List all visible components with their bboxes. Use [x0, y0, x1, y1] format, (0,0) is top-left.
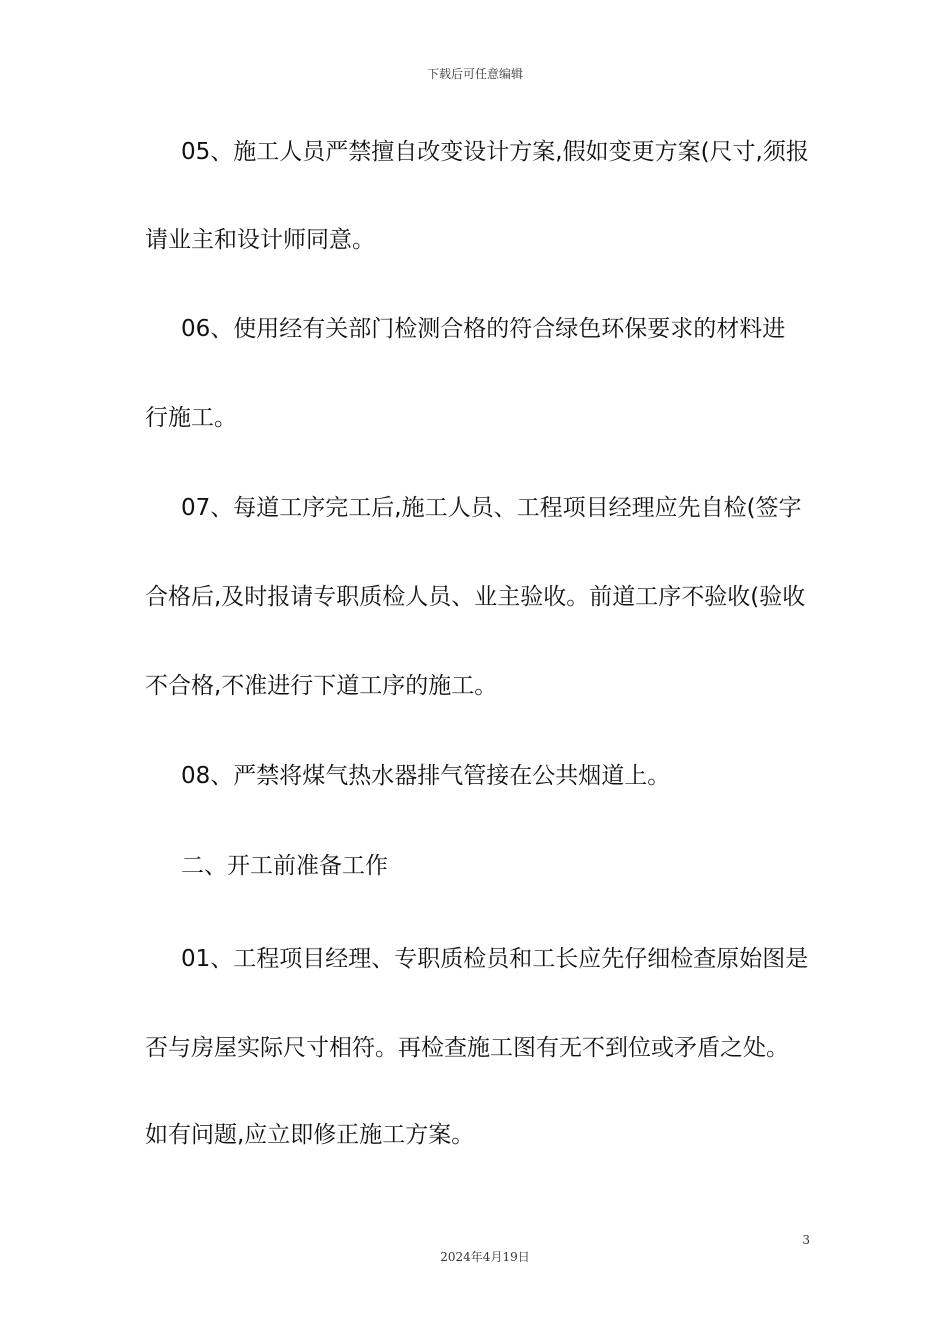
body-line-7: 不合格,不准进行下道工序的施工。: [145, 673, 498, 699]
page-number: 3: [802, 1233, 810, 1247]
page-header: 下载后可任意编辑: [426, 67, 523, 81]
body-line-1: 05、施工人员严禁擅自改变设计方案,假如变更方案(尺寸,须报: [181, 139, 809, 165]
footer-date: 2024年4月19日: [440, 1250, 530, 1264]
body-line-10: 01、工程项目经理、专职质检员和工长应先仔细检查原始图是: [181, 946, 809, 972]
body-line-12: 如有问题,应立即修正施工方案。: [145, 1122, 475, 1148]
body-line-5: 07、每道工序完工后,施工人员、工程项目经理应先自检(签字: [181, 495, 802, 521]
body-line-8: 08、严禁将煤气热水器排气管接在公共烟道上。: [181, 763, 671, 789]
body-line-6: 合格后,及时报请专职质检人员、业主验收。前道工序不验收(验收: [145, 584, 806, 610]
section-heading: 二、开工前准备工作: [181, 853, 388, 879]
body-line-11: 否与房屋实际尺寸相符。再检查施工图有无不到位或矛盾之处。: [145, 1035, 789, 1061]
body-line-2: 请业主和设计师同意。: [145, 227, 375, 253]
body-line-4: 行施工。: [145, 405, 237, 431]
body-line-3: 06、使用经有关部门检测合格的符合绿色环保要求的材料进: [181, 316, 786, 342]
